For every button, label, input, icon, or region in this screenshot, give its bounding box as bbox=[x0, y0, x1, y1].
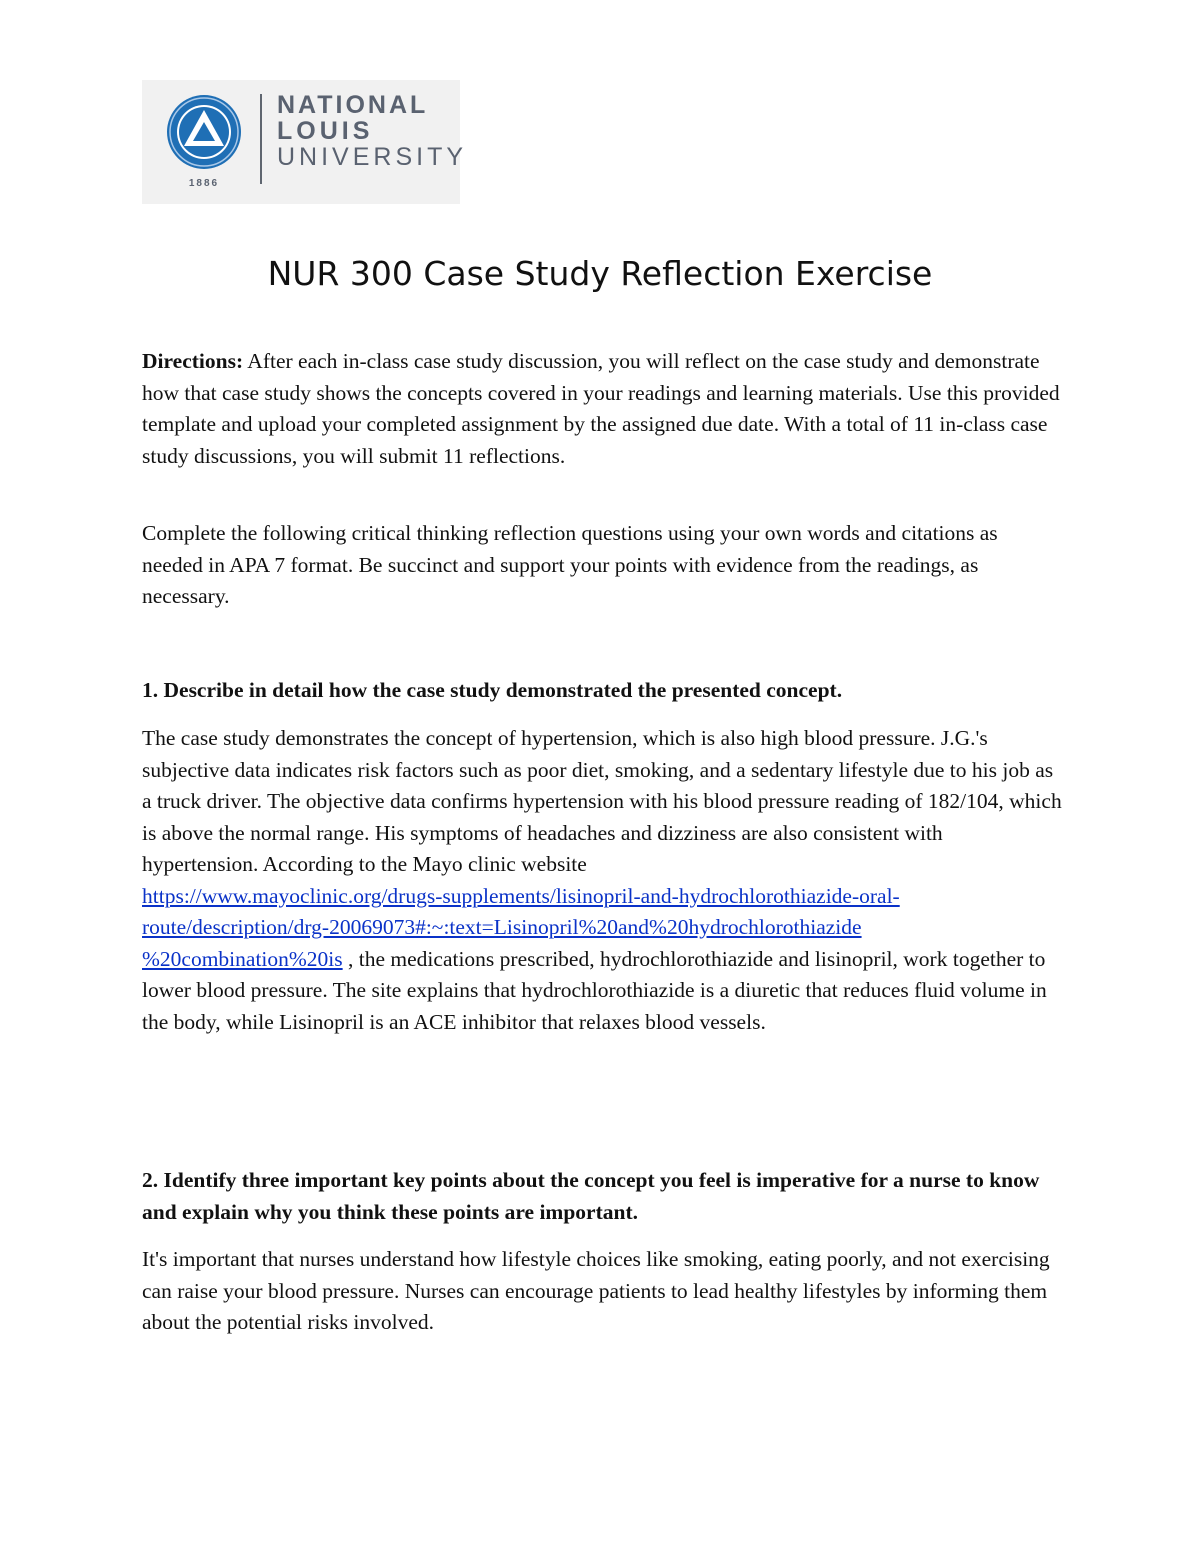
wordmark-line-2: LOUIS bbox=[277, 117, 374, 145]
seal-year: 1886 bbox=[188, 178, 220, 189]
link-line-3[interactable]: %20combination%20is bbox=[142, 946, 343, 971]
university-seal-icon bbox=[166, 94, 242, 190]
link-line-1[interactable]: https://www.mayoclinic.org/drugs-supplements/lisinopril-and-hydrochlorothiazide-oral- bbox=[142, 883, 900, 908]
instructions-paragraph: Complete the following critical thinking reflection questions using your own words and citations as needed in APA 7 format. Be succinct and support your points with evidence from the readings, as necessary. bbox=[142, 521, 998, 608]
wordmark-line-3: UNIVERSITY bbox=[277, 143, 468, 171]
question-1-text: 1. Describe in detail how the case study demonstrated the presented concept. bbox=[142, 678, 843, 702]
wordmark-line-1: NATIONAL bbox=[277, 91, 429, 119]
university-wordmark bbox=[277, 92, 467, 170]
directions-text: After each in-class case study discussion, you will reflect on the case study and demonstrate how that case study shows the concepts covered in your readings and learning materials. Use this provided template and upload your completed assignment by the assigned due date. With a total of 11 in-class case study discussions, you will submit 11 reflections. bbox=[142, 349, 1060, 468]
link-line-2[interactable]: route/description/drg-20069073#:~:text=Lisinopril%20and%20hydrochlorothiazide bbox=[142, 915, 862, 939]
university-logo bbox=[142, 80, 468, 204]
answer-1-text: The case study demonstrates the concept of hypertension, which is also high blood pressure. J.G.'s subjective data indicates risk factors such as poor diet, smoking, and a sedentary lifestyle due to his job as a truck driver. The objective data confirms hypertension with his blood pressure reading of 182/104, which is above the normal range. His symptoms of headaches and dizziness are also consistent with hypertension. According to the Mayo clinic website bbox=[142, 726, 1062, 876]
question-2 bbox=[142, 1165, 1062, 1228]
directions-label: Directions: bbox=[142, 349, 244, 373]
answer-1 bbox=[142, 723, 1062, 1038]
logo-divider bbox=[260, 94, 262, 184]
directions-paragraph bbox=[142, 346, 1062, 472]
question-2-text: 2. Identify three important key points about the concept you feel is imperative for a nurse to know and explain why you think these points are important. bbox=[142, 1168, 1040, 1224]
question-1 bbox=[142, 675, 1062, 707]
page-title: NUR 300 Case Study Reflection Exercise bbox=[267, 254, 933, 293]
answer-2: It's important that nurses understand how lifestyle choices like smoking, eating poorly, and not exercising can raise your blood pressure. Nurses can encourage patients to lead healthy lifestyles by informing them about the potential risks involved. bbox=[142, 1247, 1050, 1334]
answer-1-continued: , the medications prescribed, hydrochlorothiazide and lisinopril, work together to lower blood pressure. The site explains that hydrochlorothiazide is a diuretic that reduces fluid volume in the body, while Lisinopril is an ACE inhibitor that relaxes blood vessels. bbox=[142, 946, 1047, 1034]
